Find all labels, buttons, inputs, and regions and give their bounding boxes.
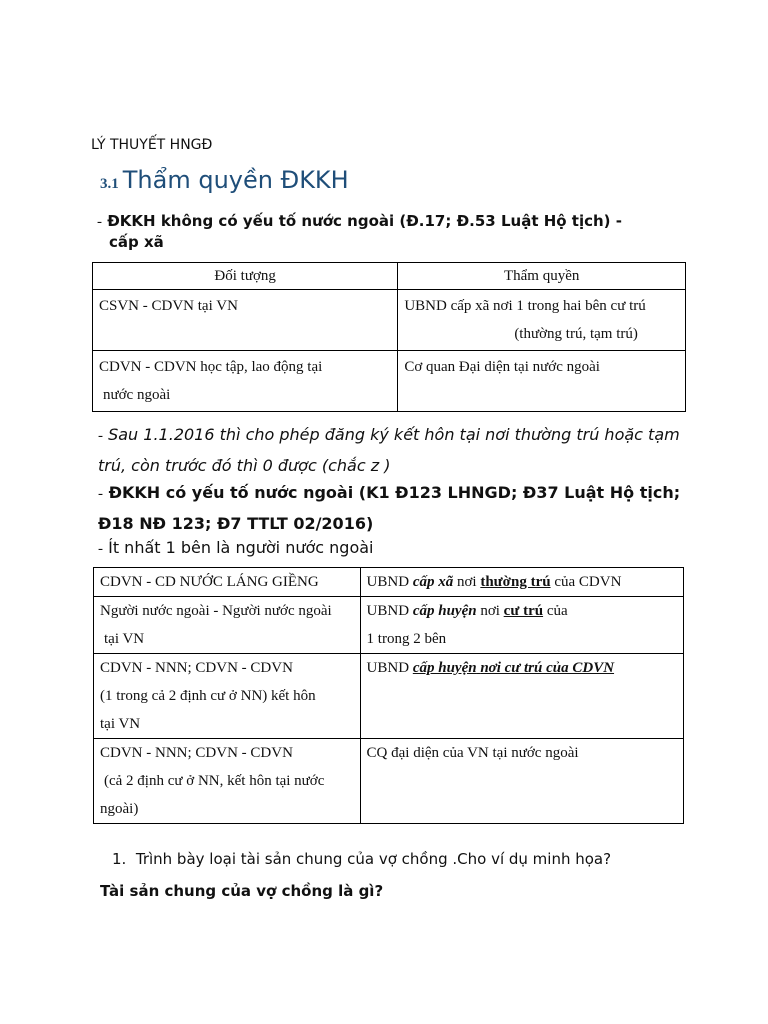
table-cell	[94, 568, 361, 597]
bullet-dash: -	[98, 486, 103, 502]
table-row	[93, 290, 686, 351]
cell-text: CDVN - NNN; CDVN - CDVN	[100, 745, 293, 761]
bullet-dash: -	[98, 428, 103, 444]
cell-text: CSVN - CDVN tại VN	[99, 298, 238, 314]
question-text: Trình bày loại tài sản chung của vợ chồng .Cho ví dụ minh họa?	[135, 850, 612, 868]
subsection-foreign-title	[98, 478, 688, 538]
header-cell-authority: Thẩm quyền	[398, 263, 686, 290]
bullet-dash: -	[97, 214, 102, 230]
table-cell	[93, 290, 398, 351]
cell-text: (1 trong cả 2 định cư ở NN) kết hôn	[100, 688, 316, 704]
cell-text: UBND cấp huyện nơi cư trú của	[366, 603, 568, 619]
table-cell	[94, 597, 361, 654]
table-row	[94, 654, 684, 739]
subsection-domestic-line2: cấp xã	[109, 233, 164, 251]
bullet-dash: -	[98, 541, 103, 557]
subsection-foreign-text: ĐKKH có yếu tố nước ngoài (K1 Đ123 LHNGD; Đ37 Luật Hộ tịch; Đ18 NĐ 123; Đ7 TTLT 02/2016)	[98, 483, 681, 533]
cell-text: CQ đại diện của VN tại nước ngoài	[366, 745, 579, 761]
note-registration-date	[98, 420, 688, 480]
cell-text: tại VN	[104, 631, 145, 647]
question-heading: Tài sản chung của vợ chồng là gì?	[100, 882, 384, 900]
header-cell-subject: Đối tượng	[93, 263, 398, 290]
cell-text: UBND cấp xã nơi 1 trong hai bên cư trú	[404, 298, 646, 314]
table-cell	[360, 654, 683, 739]
note-text: Ít nhất 1 bên là người nước ngoài	[108, 538, 374, 557]
table-cell	[93, 351, 398, 412]
cell-text: CDVN - CDVN học tập, lao động tại	[99, 359, 323, 375]
table-header-row	[93, 263, 686, 290]
table-cell	[360, 739, 683, 824]
cell-text: UBND cấp huyện nơi cư trú của CDVN	[366, 660, 615, 676]
cell-text: 1 trong 2 bên	[366, 631, 447, 647]
cell-text: Người nước ngoài - Người nước ngoài	[100, 603, 332, 619]
table-cell	[360, 597, 683, 654]
domestic-authority-table	[92, 262, 686, 412]
cell-text: nước ngoài	[103, 387, 171, 403]
table-row	[94, 597, 684, 654]
table-cell	[398, 351, 686, 412]
note-foreigner	[98, 536, 688, 561]
table-row	[93, 351, 686, 412]
table-cell	[94, 739, 361, 824]
question-number: 1.	[112, 850, 127, 868]
heading-title: Thẩm quyền ĐKKH	[122, 166, 349, 194]
cell-text: CDVN - NNN; CDVN - CDVN	[100, 660, 293, 676]
note-text: Sau 1.1.2016 thì cho phép đăng ký kết hôn tại nơi thường trú hoặc tạm trú, còn trước đó thì 0 được (chắc z )	[98, 425, 680, 475]
table-cell	[94, 654, 361, 739]
cell-text: UBND cấp xã nơi thường trú của CDVN	[366, 574, 622, 590]
cell-text: ngoài)	[100, 801, 139, 817]
table-cell	[360, 568, 683, 597]
table-cell	[398, 290, 686, 351]
subsection-domestic-line1: ĐKKH không có yếu tố nước ngoài (Đ.17; Đ.53 Luật Hộ tịch) -	[107, 212, 622, 230]
cell-text: (thường trú, tạm trú)	[514, 326, 638, 342]
cell-text: (cả 2 định cư ở NN, kết hôn tại nước	[104, 773, 325, 789]
cell-text: tại VN	[100, 716, 141, 732]
numbered-question	[112, 850, 611, 868]
foreign-authority-table	[93, 567, 684, 824]
subsection-domestic-title	[97, 211, 677, 252]
cell-text: Cơ quan Đại diện tại nước ngoài	[404, 359, 600, 375]
table-row	[94, 739, 684, 824]
cell-text: CDVN - CD NƯỚC LÁNG GIỀNG	[100, 574, 319, 590]
section-heading	[100, 166, 349, 194]
table-row	[94, 568, 684, 597]
document-label: LÝ THUYẾT HNGĐ	[91, 137, 213, 153]
heading-number: 3.1	[100, 176, 119, 192]
